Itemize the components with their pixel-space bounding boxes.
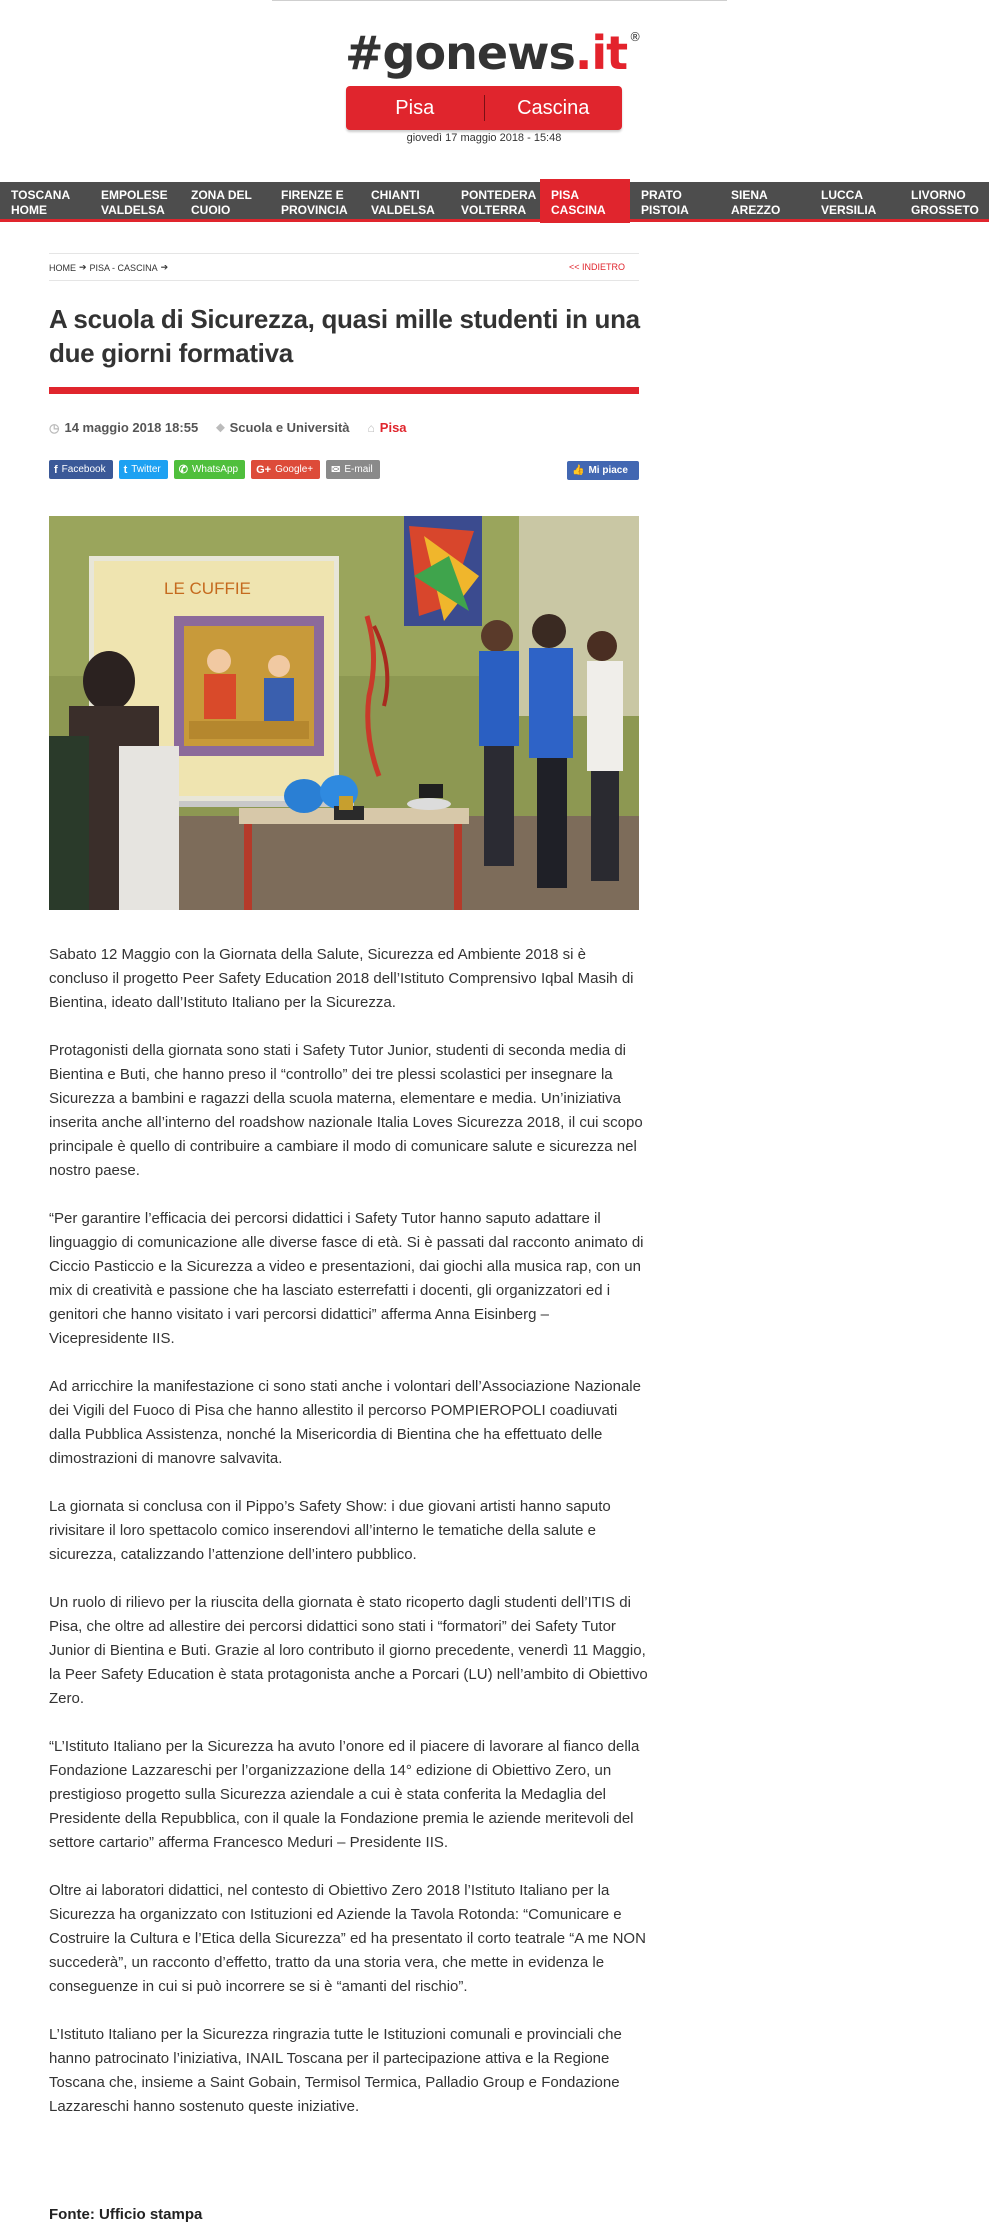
logo-name: gonews: [382, 26, 575, 80]
twitter-icon: t: [123, 463, 128, 476]
nav-item-lucca-versilia[interactable]: [810, 182, 900, 222]
nav-label: AREZZO: [731, 203, 781, 217]
city-switcher: [346, 86, 622, 130]
nav-item-livorno-grosseto[interactable]: [900, 182, 989, 222]
logo-hash: #: [345, 26, 383, 80]
breadcrumb-home-link[interactable]: HOME: [49, 262, 76, 273]
clock-icon: ◷: [49, 420, 60, 435]
nav-label: LIVORNO: [911, 188, 966, 202]
nav-label: VOLTERRA: [461, 203, 527, 217]
tag-icon: ⬥: [216, 420, 225, 434]
like-button[interactable]: [567, 461, 639, 480]
logo-tld: .it: [574, 26, 628, 80]
nav-label: CUOIO: [191, 203, 231, 217]
share-twitter-button[interactable]: [119, 460, 168, 479]
article-meta: [49, 420, 425, 435]
back-link[interactable]: << INDIETRO: [568, 262, 625, 272]
nav-label: LUCCA: [821, 188, 863, 202]
share-email-label: E-mail: [344, 464, 373, 475]
share-googleplus-label: Google+: [275, 464, 314, 475]
nav-item-pisa-cascina[interactable]: [540, 179, 630, 223]
nav-label: PISTOIA: [641, 203, 689, 217]
home-icon: ⌂: [367, 420, 375, 435]
nav-item-toscana-home[interactable]: [0, 182, 90, 222]
nav-label: SIENA: [731, 188, 768, 202]
article-paragraph: Ad arricchire la manifestazione ci sono stati anche i volontari dell’Associazione Nazionale dei Vigili del Fuoco di Pisa che hanno allestito il percorso POMPIEROPOLI coadiuvati dalla Pubblica Assistenza, nonché la Misericordia di Bientina che ha effettuato delle dimostrazioni di manovre salvavita.: [49, 1378, 641, 1467]
slide-title: LE CUFFIE: [164, 579, 251, 598]
share-facebook-button[interactable]: [49, 460, 113, 479]
article-paragraph: Oltre ai laboratori didattici, nel contesto di Obiettivo Zero 2018 l’Istituto Italiano per la Sicurezza ha organizzato con Istituzioni ed Aziende la Tavola Rotonda: “Comunicare e Costruire la Cultura e l’Etica della Sicurezza” ed ha presentato il corto teatrale “A me NON succederà”, un racconto d’effetto, tratto da una storia vera, che mette in evidenza le conseguenze in cui si può incorrere se si è “amanti del rischio”.: [49, 1882, 646, 1995]
classroom-photo: [49, 516, 639, 910]
article-city-text: Pisa: [379, 420, 407, 435]
article-photo: [49, 516, 639, 910]
article-paragraph: L’Istituto Italiano per la Sicurezza ringrazia tutte le Istituzioni comunali e provinciali che hanno patrocinato l’iniziativa, INAIL Toscana per il partecipazione attiva e la Regione Toscana che, insieme a Saint Gobain, Termisol Termica, Palladio Group e Fondazione Lazzareschi hanno sostenuto queste iniziative.: [49, 2026, 622, 2115]
share-facebook-label: Facebook: [61, 464, 106, 475]
city-cascina-button[interactable]: Cascina: [517, 96, 590, 119]
thumbs-up-icon: 👍: [572, 465, 585, 476]
arrow-right-icon: ➔: [160, 262, 169, 272]
nav-label: FIRENZE E: [281, 188, 344, 202]
nav-label: VALDELSA: [101, 203, 165, 217]
like-label: Mi piace: [588, 465, 628, 476]
title-underline: [49, 387, 639, 394]
googleplus-icon: G+: [256, 463, 272, 476]
city-pisa-button[interactable]: Pisa: [395, 96, 435, 119]
nav-item-siena-arezzo[interactable]: [720, 182, 810, 222]
nav-label: PROVINCIA: [281, 203, 348, 217]
article-paragraph: Sabato 12 Maggio con la Giornata della Salute, Sicurezza ed Ambiente 2018 si è concluso il progetto Peer Safety Education 2018 dell’Istituto Comprensivo Iqbal Masih di Bientina, ideato dall’Istituto Italiano per la Sicurezza.: [49, 946, 634, 1011]
article-date-text: 14 maggio 2018 18:55: [64, 420, 199, 435]
nav-item-firenze-provincia[interactable]: [270, 182, 360, 222]
nav-label: EMPOLESE: [101, 188, 168, 202]
current-datetime: giovedì 17 maggio 2018 - 15:48: [406, 132, 562, 144]
article-city[interactable]: [368, 420, 407, 435]
nav-label: VERSILIA: [821, 203, 877, 217]
nav-label: HOME: [11, 203, 47, 217]
nav-label: PRATO: [641, 188, 682, 202]
facebook-icon: f: [54, 463, 58, 476]
breadcrumb: [49, 262, 168, 273]
nav-label: VALDELSA: [371, 203, 435, 217]
article-title: A scuola di Sicurezza, quasi mille studenti in una due giorni formativa: [49, 304, 640, 368]
share-whatsapp-button[interactable]: [174, 460, 245, 479]
article-paragraph: Un ruolo di rilievo per la riuscita della giornata è stato ricoperto dagli studenti dell’ITIS di Pisa, che oltre ad allestire dei percorsi didattici sono stati i “formatori” dei Safety Tutor Junior di Bientina e Buti. Grazie al loro contributo il giorno precedente, venerdì 11 Maggio, la Peer Safety Education è stata protagonista anche a Porcari (LU) nell’ambito di Obiettivo Zero.: [49, 1594, 648, 1707]
article-paragraph: “L’Istituto Italiano per la Sicurezza ha avuto l’onore ed il piacere di lavorare al fianco della Fondazione Lazzareschi per l’organizzazione della 14° edizione di Obiettivo Zero, un prestigioso progetto sulla Sicurezza aziendale a cui è stata conferita la Medaglia del Presidente della Repubblica, con il quale la Fondazione premia le aziende meritevoli del settore cartario” afferma Francesco Meduri – Presidente IIS.: [49, 1738, 640, 1851]
logo-registered-mark: ®: [629, 30, 641, 44]
nav-item-empolese-valdelsa[interactable]: [90, 182, 180, 222]
article-body: [49, 943, 649, 2143]
nav-item-pontedera-volterra[interactable]: [450, 182, 540, 222]
nav-label: CHIANTI: [371, 188, 420, 202]
share-twitter-label: Twitter: [131, 464, 161, 475]
nav-label: ZONA DEL: [191, 188, 252, 202]
nav-item-zona-del-cuoio[interactable]: [180, 182, 270, 222]
breadcrumb-bar: [49, 253, 639, 281]
nav-label: PONTEDERA: [461, 188, 537, 202]
site-logo[interactable]: [345, 26, 640, 82]
article-paragraph: Protagonisti della giornata sono stati i Safety Tutor Junior, studenti di seconda media di Bientina e Buti, che hanno preso il “controllo” dei tre plessi scolastici per insegnare la Sicurezza a bambini e ragazzi della scuola materna, elementare e media. Un’iniziativa inserita anche all’interno del roadshow nazionale Italia Loves Sicurezza 2018, il cui scopo principale è quello di contribuire a cambiare il modo di comunicare salute e sicurezza nel nostro paese.: [49, 1042, 643, 1179]
article-date: [49, 420, 198, 435]
main-nav: [0, 182, 989, 222]
nav-label: GROSSETO: [911, 203, 979, 217]
article-paragraph: La giornata si conclusa con il Pippo’s Safety Show: i due giovani artisti hanno saputo rivisitare il loro spettacolo comico inserendovi all’interno le tematiche della salute e sicurezza, catalizzando l’attenzione dell’intero pubblico.: [49, 1498, 611, 1563]
whatsapp-icon: ✆: [178, 464, 188, 476]
article-category-text: Scuola e Università: [229, 420, 350, 435]
nav-item-prato-pistoia[interactable]: [630, 182, 720, 222]
breadcrumb-section-link[interactable]: PISA - CASCINA: [89, 262, 158, 273]
share-googleplus-button[interactable]: [251, 460, 320, 479]
arrow-right-icon: ➔: [79, 262, 87, 272]
nav-label: PISA: [551, 188, 580, 202]
nav-item-chianti-valdelsa[interactable]: [360, 182, 450, 222]
share-email-button[interactable]: [326, 460, 380, 479]
article-category[interactable]: [216, 420, 349, 435]
email-icon: ✉: [331, 464, 341, 476]
article-paragraph: “Per garantire l’efficacia dei percorsi didattici i Safety Tutor hanno saputo adattare il linguaggio di comunicazione alle diverse fasce di età. Si è passati dal racconto animato di Ciccio Pasticcio e la Sicurezza a video e presentazioni, dai giochi alla musica rap, con un mix di creatività e passione che ha lasciato esterrefatti i docenti, gli organizzatori ed i genitori che hanno visitato i vari percorsi didattici” afferma Anna Eisinberg – Vicepresidente IIS.: [49, 1210, 644, 1347]
nav-label: TOSCANA: [11, 188, 71, 202]
share-bar: [49, 460, 380, 479]
top-divider: [272, 0, 727, 1]
share-whatsapp-label: WhatsApp: [191, 464, 239, 475]
nav-label: CASCINA: [551, 203, 606, 217]
article-source: Fonte: Ufficio stampa: [49, 2206, 203, 2223]
